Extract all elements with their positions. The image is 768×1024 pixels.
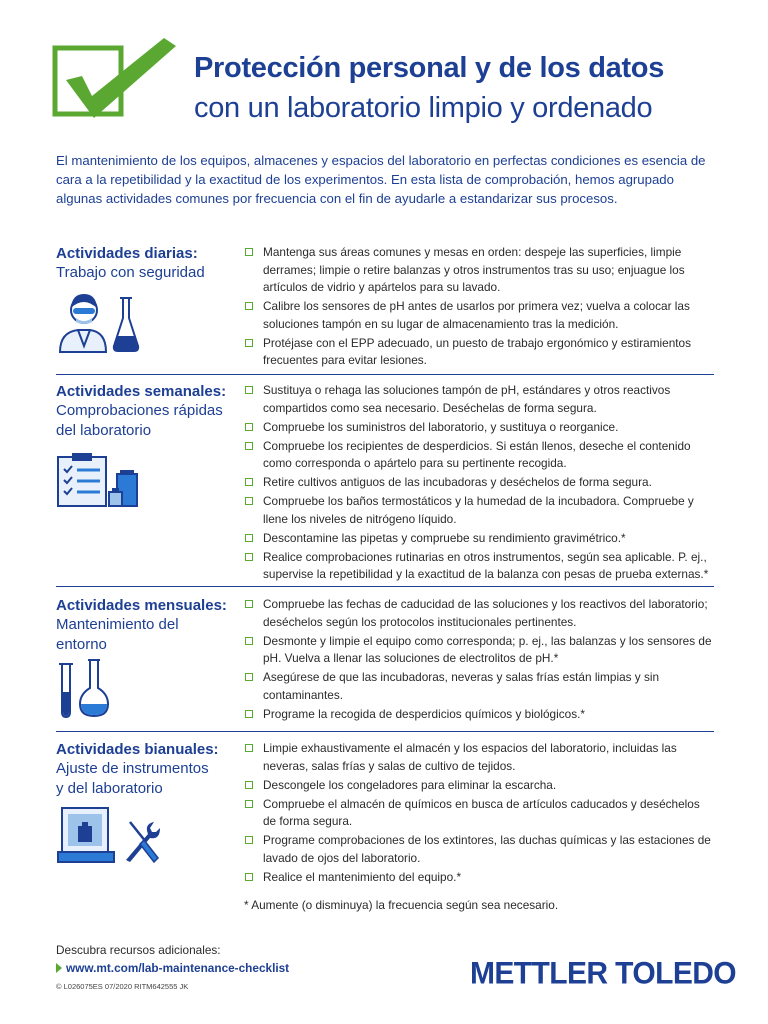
checkbox-icon[interactable] xyxy=(245,339,253,347)
checkbox-icon[interactable] xyxy=(245,800,253,808)
list-item: Compruebe los recipientes de desperdicios. Si están llenos, deseche el contenido como corresponda o apártelo para su pertinente recogida. xyxy=(244,438,716,473)
resources-link[interactable]: www.mt.com/lab-maintenance-checklist xyxy=(56,961,289,975)
list-item: Compruebe las fechas de caducidad de las soluciones y los reactivos del laboratorio; deséchelos según los protocolos institucionales pertinentes. xyxy=(244,596,716,631)
list-item: Realice comprobaciones rutinarias en otros instrumentos, según sea aplicable. P. ej., supervise la repetibilidad y la exactitud de la balanza con pesas de prueba externas.* xyxy=(244,549,716,584)
list-item: Compruebe el almacén de químicos en busca de artículos caducados y deséchelos de forma segura. xyxy=(244,796,716,831)
list-item: Desmonte y limpie el equipo como corresponda; p. ej., las balanzas y los sensores de pH. Vuelva a llenar las soluciones de electrolitos de pH.* xyxy=(244,633,716,668)
section-subtitle-line: y del laboratorio xyxy=(56,780,163,797)
checkbox-icon[interactable] xyxy=(245,600,253,608)
frequency-note: * Aumente (o disminuya) la frecuencia según sea necesario. xyxy=(244,898,559,912)
checkbox-icon[interactable] xyxy=(245,248,253,256)
checklist xyxy=(244,740,716,888)
section-daily xyxy=(56,244,714,369)
list-item: Asegúrese de que las incubadoras, neveras y salas frías están limpias y sin contaminantes. xyxy=(244,669,716,704)
list-item: Calibre los sensores de pH antes de usarlos por primera vez; vuelva a colocar las soluciones tampón en su lugar de almacenamiento tras la medición. xyxy=(244,298,716,333)
list-item: Retire cultivos antiguos de las incubadoras y deséchelos de forma segura. xyxy=(244,474,716,492)
screwdriver-icon xyxy=(122,820,162,864)
checkbox-icon[interactable] xyxy=(245,781,253,789)
checklist xyxy=(244,244,716,371)
list-item: Programe la recogida de desperdicios químicos y biológicos.* xyxy=(244,706,716,724)
section-subtitle-line: Ajuste de instrumentos xyxy=(56,760,209,777)
checkbox-icon[interactable] xyxy=(245,553,253,561)
checkbox-icon[interactable] xyxy=(245,302,253,310)
resources-label: Descubra recursos adicionales: xyxy=(56,943,221,957)
document-code: © L026075ES 07/2020 RITM642555 JK xyxy=(56,982,189,991)
clipboard-icon xyxy=(56,452,108,508)
checkbox-icon[interactable] xyxy=(245,497,253,505)
section-divider xyxy=(56,731,714,732)
checkbox-icon[interactable] xyxy=(245,744,253,752)
section-subtitle-line: Trabajo con seguridad xyxy=(56,264,205,281)
test-tube-icon xyxy=(56,662,76,720)
balance-icon xyxy=(56,806,118,864)
section-divider xyxy=(56,374,714,375)
page-title: Protección personal y de los datos xyxy=(194,52,665,84)
checkbox-icon[interactable] xyxy=(245,637,253,645)
brand-logo: METTLER TOLEDO xyxy=(470,956,737,991)
checkbox-icon[interactable] xyxy=(245,442,253,450)
checkbox-icon[interactable] xyxy=(245,386,253,394)
checkbox-icon[interactable] xyxy=(245,478,253,486)
list-item: Limpie exhaustivamente el almacén y los espacios del laboratorio, incluidas las neveras, salas frías y salas de cultivo de tejidos. xyxy=(244,740,716,775)
section-heading: Actividades semanales: xyxy=(56,383,227,400)
section-heading: Actividades diarias: xyxy=(56,245,198,262)
page-subtitle: con un laboratorio limpio y ordenado xyxy=(194,92,653,124)
flask-icon xyxy=(78,658,110,720)
section-subtitle-line: del laboratorio xyxy=(56,422,152,439)
checkbox-icon[interactable] xyxy=(245,873,253,881)
arrow-right-icon xyxy=(56,963,62,973)
weights-icon xyxy=(108,466,142,508)
list-item: Programe comprobaciones de los extintores, las duchas químicas y las estaciones de lavado de ojos del laboratorio. xyxy=(244,832,716,867)
section-heading: Actividades bianuales: xyxy=(56,741,219,758)
checkbox-icon[interactable] xyxy=(245,836,253,844)
section-divider xyxy=(56,586,714,587)
section-subtitle-line: entorno xyxy=(56,636,107,653)
section-subtitle-line: Mantenimiento del xyxy=(56,616,179,633)
list-item: Compruebe los baños termostáticos y la humedad de la incubadora. Compruebe y llene los niveles de nitrógeno líquido. xyxy=(244,493,716,528)
section-subtitle-line: Comprobaciones rápidas xyxy=(56,402,223,419)
scientist-icon xyxy=(56,288,146,354)
section-weekly xyxy=(56,382,714,582)
list-item: Protéjase con el EPP adecuado, un puesto de trabajo ergonómico y estiramientos frecuentes para evitar lesiones. xyxy=(244,335,716,370)
list-item: Compruebe los suministros del laboratorio, y sustituya o reorganice. xyxy=(244,419,716,437)
list-item: Mantenga sus áreas comunes y mesas en orden: despeje las superficies, limpie derrames; limpie o retire balanzas y otros instrumentos tras su uso; enjuague los artículos de vidrio y apártelos para su lavado. xyxy=(244,244,716,297)
checkbox-icon[interactable] xyxy=(245,534,253,542)
list-item: Descongele los congeladores para eliminar la escarcha. xyxy=(244,777,716,795)
list-item: Realice el mantenimiento del equipo.* xyxy=(244,869,716,887)
list-item: Descontamine las pipetas y compruebe su rendimiento gravimétrico.* xyxy=(244,530,716,548)
list-item: Sustituya o rehaga las soluciones tampón de pH, estándares y otros reactivos compartidos como sea necesario. Deséchelas de forma segura. xyxy=(244,382,716,417)
checkbox-icon[interactable] xyxy=(245,423,253,431)
checkbox-checkmark-icon xyxy=(52,36,178,122)
section-monthly xyxy=(56,596,714,724)
checkbox-icon[interactable] xyxy=(245,710,253,718)
section-heading: Actividades mensuales: xyxy=(56,597,227,614)
checkbox-icon[interactable] xyxy=(245,673,253,681)
section-biannual xyxy=(56,740,714,890)
checklist xyxy=(244,382,716,585)
checklist xyxy=(244,596,716,725)
intro-paragraph: El mantenimiento de los equipos, almacenes y espacios del laboratorio en perfectas condiciones es esencia de cara a la repetibilidad y la exactitud de los experimentos. En esta lista de comprobación, hemos agrupado algunas actividades comunes por frecuencia con el fin de ayudarle a estandarizar sus procesos. xyxy=(56,153,706,206)
